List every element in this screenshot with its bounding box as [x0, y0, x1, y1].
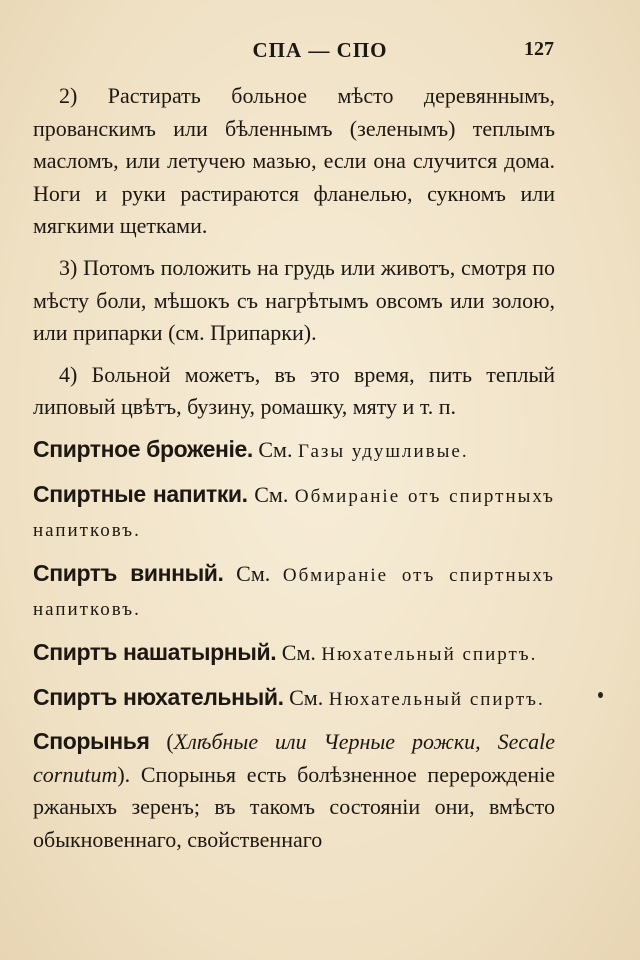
see-label: См.: [236, 560, 271, 586]
ink-speck: [598, 692, 603, 698]
cross-reference: Газы удушливые.: [297, 440, 469, 462]
cross-reference: Нюхательный спиртъ.: [321, 643, 538, 665]
dictionary-entry: [33, 636, 555, 672]
entry-term: Спиртъ нашатырный.: [33, 638, 277, 665]
cross-reference: Обмираніе отъ спиртныхъ напитковъ.: [33, 564, 556, 621]
entry-term: Спиртъ нюхательный.: [33, 683, 284, 710]
see-label: См.: [254, 481, 289, 507]
cross-reference: Обмираніе отъ спиртныхъ напитковъ.: [33, 485, 556, 542]
page-body: [33, 80, 555, 865]
dictionary-entry: [33, 433, 555, 469]
see-label: См.: [258, 436, 293, 462]
dictionary-entry-sporynya: [33, 725, 555, 856]
open-paren: (: [166, 729, 174, 755]
paragraph-4: 4) Больной можетъ, въ это время, пить теплый липовый цвѣтъ, бузину, ромашку, мяту и т. п.: [33, 361, 555, 420]
page-header: [0, 30, 640, 64]
see-label: См.: [281, 639, 316, 665]
running-head: СПА — СПО: [252, 38, 388, 62]
entry-term: Спорынья: [33, 728, 150, 755]
see-label: См.: [289, 684, 324, 710]
dictionary-entry: [33, 681, 555, 717]
page-number: 127: [524, 38, 554, 60]
entry-synonyms: Хлѣбные или Черные рожки, Secale cornutum: [33, 729, 555, 787]
entry-term: Спиртъ винный.: [33, 559, 224, 586]
dictionary-entry: [33, 478, 555, 548]
cross-reference: Нюхательный спиртъ.: [328, 688, 545, 710]
paragraph-2: 2) Растирать больное мѣсто деревяннымъ, прованскимъ или бѣленнымъ (зеленымъ) теплымъ масломъ, или летучею мазью, если она случится дома. Ноги и руки растираются фланелью, сукномъ или мягкими щетками.: [33, 83, 555, 239]
paragraph-3: 3) Потомъ положить на грудь или животъ, смотря по мѣсту боли, мѣшокъ съ нагрѣтымъ овсомъ или золою, или припарки (см. Припарки).: [33, 254, 555, 346]
entry-definition: ). Спорынья есть болѣзненное перерожденіе ржаныхъ зеренъ; въ такомъ состояніи они, вмѣсто обыкновеннаго, свойственнаго: [33, 761, 555, 852]
dictionary-entry: [33, 557, 555, 627]
entry-term: Спиртное броженіе.: [33, 435, 253, 462]
entry-term: Спиртные напитки.: [33, 480, 248, 507]
